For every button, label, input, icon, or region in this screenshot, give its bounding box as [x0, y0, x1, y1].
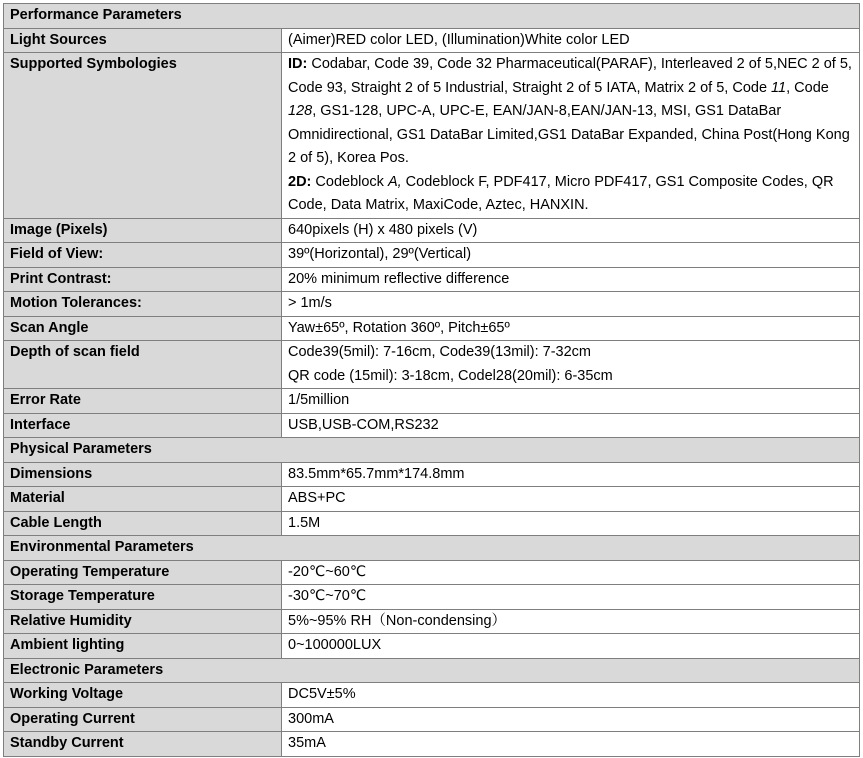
- spec-row: [4, 683, 860, 708]
- row-label: Print Contrast:: [4, 267, 282, 292]
- section-title: Electronic Parameters: [4, 658, 860, 683]
- row-label: Material: [4, 487, 282, 512]
- row-value: 1.5M: [282, 511, 860, 536]
- row-value-symbologies: [282, 53, 860, 219]
- section-row-environmental: [4, 536, 860, 561]
- row-value: (Aimer)RED color LED, (Illumination)White color LED: [282, 28, 860, 53]
- row-label: Standby Current: [4, 732, 282, 757]
- row-value: USB,USB-COM,RS232: [282, 413, 860, 438]
- row-label: Operating Current: [4, 707, 282, 732]
- spec-row: [4, 609, 860, 634]
- row-label: Interface: [4, 413, 282, 438]
- row-label: Cable Length: [4, 511, 282, 536]
- twod-prefix: 2D:: [288, 173, 312, 190]
- depth-line-1: Code39(5mil): 7-16cm, Code39(13mil): 7-32cm: [288, 344, 592, 360]
- section-row-performance: [4, 4, 860, 29]
- row-value-depth: [282, 341, 860, 389]
- spec-row: [4, 585, 860, 610]
- row-value: 1/5million: [282, 389, 860, 414]
- spec-row: [4, 487, 860, 512]
- row-label: Image (Pixels): [4, 218, 282, 243]
- section-title: Performance Parameters: [4, 4, 860, 29]
- row-value: > 1m/s: [282, 292, 860, 317]
- row-label: Operating Temperature: [4, 560, 282, 585]
- spec-row: [4, 243, 860, 268]
- spec-row: [4, 634, 860, 659]
- row-label: Error Rate: [4, 389, 282, 414]
- row-value: -30℃~70℃: [282, 585, 860, 610]
- spec-row: [4, 413, 860, 438]
- id-code128: 128: [288, 103, 313, 119]
- spec-row: [4, 53, 860, 219]
- depth-line-2: QR code (15mil): 3-18cm, Codel28(20mil): 6-35cm: [288, 367, 613, 384]
- twod-a: A,: [387, 173, 402, 190]
- id-sep: , Code: [786, 79, 829, 96]
- row-value: 640pixels (H) x 480 pixels (V): [282, 218, 860, 243]
- row-value: DC5V±5%: [282, 683, 860, 708]
- spec-row: [4, 560, 860, 585]
- spec-row: [4, 316, 860, 341]
- section-title: Environmental Parameters: [4, 536, 860, 561]
- row-label: Light Sources: [4, 28, 282, 53]
- spec-row: [4, 341, 860, 389]
- spec-row: [4, 732, 860, 757]
- row-value: 20% minimum reflective difference: [282, 267, 860, 292]
- section-row-physical: [4, 438, 860, 463]
- row-label: Supported Symbologies: [4, 53, 282, 219]
- spec-row: [4, 292, 860, 317]
- twod-text-2: Codeblock F, PDF417, Micro PDF417, GS1 Composite Codes, QR Code, Data Matrix, MaxiCode, Aztec, HANXIN.: [288, 173, 834, 213]
- row-label: Relative Humidity: [4, 609, 282, 634]
- row-value: 5%~95% RH（Non-condensing）: [282, 609, 860, 634]
- row-label: Ambient lighting: [4, 634, 282, 659]
- row-label: Dimensions: [4, 462, 282, 487]
- row-label: Storage Temperature: [4, 585, 282, 610]
- row-value: 0~100000LUX: [282, 634, 860, 659]
- spec-row: [4, 218, 860, 243]
- spec-row: [4, 707, 860, 732]
- row-label: Depth of scan field: [4, 341, 282, 389]
- section-row-electronic: [4, 658, 860, 683]
- twod-text-1: Codeblock: [311, 173, 388, 190]
- id-text-2: , GS1-128, UPC-A, UPC-E, EAN/JAN-8,EAN/JAN-13, MSI, GS1 DataBar Omnidirectional, GS1 DataBar Limited,GS1 DataBar Expanded, China Post(Hong Kong 2 of 5), Korea Pos.: [288, 103, 850, 166]
- row-value: 83.5mm*65.7mm*174.8mm: [282, 462, 860, 487]
- row-value: -20℃~60℃: [282, 560, 860, 585]
- row-label: Motion Tolerances:: [4, 292, 282, 317]
- spec-table: [3, 3, 860, 757]
- row-value: 300mA: [282, 707, 860, 732]
- row-label: Working Voltage: [4, 683, 282, 708]
- id-text-1: Codabar, Code 39, Code 32 Pharmaceutical(PARAF), Interleaved 2 of 5,NEC 2 of 5, Code 93, Straight 2 of 5 Industrial, Straight 2 of 5 IATA, Matrix 2 of 5, Code: [288, 56, 852, 96]
- spec-row: [4, 511, 860, 536]
- row-value: Yaw±65º, Rotation 360º, Pitch±65º: [282, 316, 860, 341]
- id-code11: 11: [771, 79, 787, 96]
- row-label: Field of View:: [4, 243, 282, 268]
- spec-row: [4, 389, 860, 414]
- row-value: 39º(Horizontal), 29º(Vertical): [282, 243, 860, 268]
- row-value: 35mA: [282, 732, 860, 757]
- spec-row: [4, 267, 860, 292]
- section-title: Physical Parameters: [4, 438, 860, 463]
- id-prefix: ID:: [288, 56, 308, 72]
- row-value: ABS+PC: [282, 487, 860, 512]
- spec-row: [4, 28, 860, 53]
- row-label: Scan Angle: [4, 316, 282, 341]
- spec-row: [4, 462, 860, 487]
